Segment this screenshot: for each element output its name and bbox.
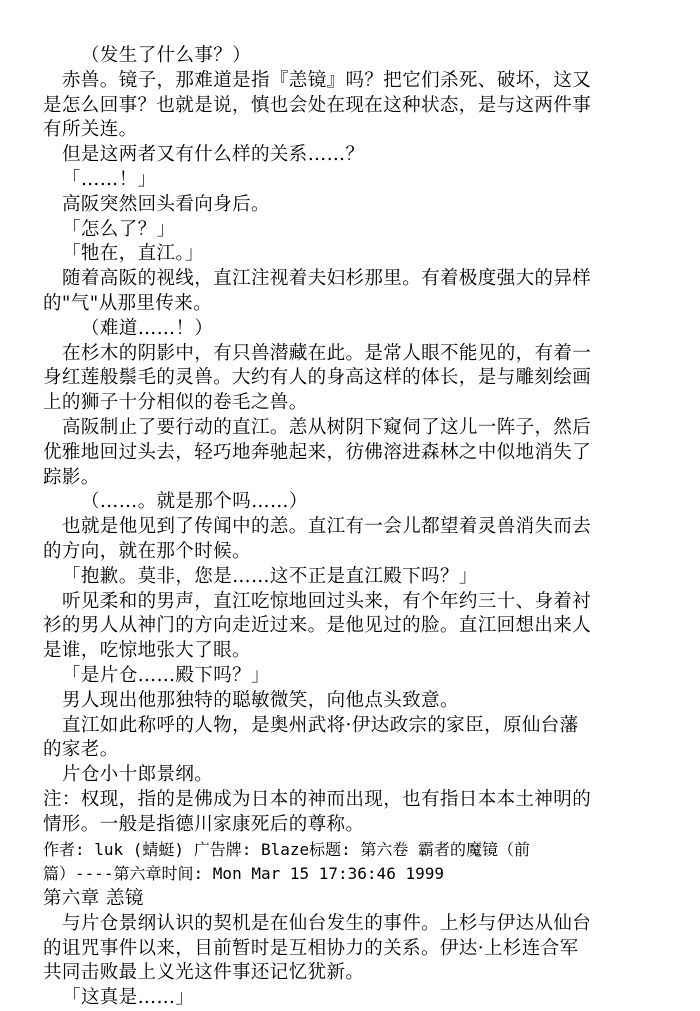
chapter-title: 第六章 恙镜 [43,888,144,910]
text-line: 听见柔和的男声，直江吃惊地回过头来，有个年约三十、身着衬 [62,590,592,612]
text-line: 高阪突然回头看向身后。 [62,193,270,215]
text-line: 但是这两者又有什么样的关系……？ [62,144,365,166]
text-line: 高阪制止了要行动的直江。恙从树阴下窥伺了这儿一阵子，然后 [62,416,592,438]
text-line: 也就是他见到了传闻中的恙。直江有一会儿都望着灵兽消失而去 [62,516,592,538]
post-header-line: 作者: luk (蜻蜓) 广告牌: Blaze标题: 第六卷 霸者的魔镜（前 [43,839,531,859]
text-line: 是怎么回事？也就是说，慎也会处在现在这种状态，是与这两件事 [43,94,592,116]
text-line: 优雅地回过头去，轻巧地奔驰起来，彷佛溶进森林之中似地消失了 [43,441,592,463]
text-line: 有所关连。 [43,119,138,141]
text-line: 在杉木的阴影中，有只兽潜藏在此。是常人眼不能见的，有着一 [62,342,592,364]
text-line: 踪影。 [43,466,100,488]
text-line: 「……！」 [62,168,157,190]
text-line: 片仓小十郎景纲。 [62,764,214,786]
text-line: 身红莲般鬃毛的灵兽。大约有人的身高这样的体长，是与雕刻绘画 [43,367,592,389]
text-line: 的方向，就在那个时候。 [43,540,251,562]
text-line: 赤兽。镜子，那难道是指『恙镜』吗？把它们杀死、破坏，这又 [62,69,592,91]
text-line: 的诅咒事件以来，目前暂时是互相协力的关系。伊达·上杉连合军 [43,937,579,959]
text-line: （难道……！） [81,317,214,339]
text-line: 随着高阪的视线，直江注视着夫妇杉那里。有着极度强大的异样 [62,268,592,290]
text-line: 男人现出他那独特的聪敏微笑，向他点头致意。 [62,689,459,711]
text-line: 是谁，吃惊地张大了眼。 [43,640,251,662]
text-line: 「抱歉。莫非，您是……这不正是直江殿下吗？」 [62,565,478,587]
text-line: （……。就是那个吗……） [81,491,308,513]
text-line: （发生了什么事？） [81,45,252,66]
text-line: 「怎么了？」 [62,218,176,240]
note-line: 情形。一般是指德川家康死后的尊称。 [43,813,365,835]
note-line: 注：权现，指的是佛成为日本的神而出现，也有指日本本土神明的 [43,788,592,810]
text-line: 的"气"从那里传来。 [43,292,213,314]
text-line: 「牠在，直江。」 [62,243,204,265]
text-line: 直江如此称呼的人物，是奥州武将·伊达政宗的家臣，原仙台藩 [62,714,579,736]
text-line: 「这真是……」 [62,987,195,1009]
text-line: 「是片仓……殿下吗？」 [62,664,270,686]
text-line: 的家老。 [43,739,119,761]
text-line: 上的狮子十分相似的卷毛之兽。 [43,392,308,414]
post-header-line: 篇）----第六章时间: Mon Mar 15 17:36:46 1999 [43,864,444,884]
text-line: 共同击败最上义光这件事还记忆犹新。 [43,962,365,984]
text-line: 与片仓景纲认识的契机是在仙台发生的事件。上杉与伊达从仙台 [62,912,592,934]
text-line: 衫的男人从神门的方向走近过来。是他见过的脸。直江回想出来人 [43,615,592,637]
